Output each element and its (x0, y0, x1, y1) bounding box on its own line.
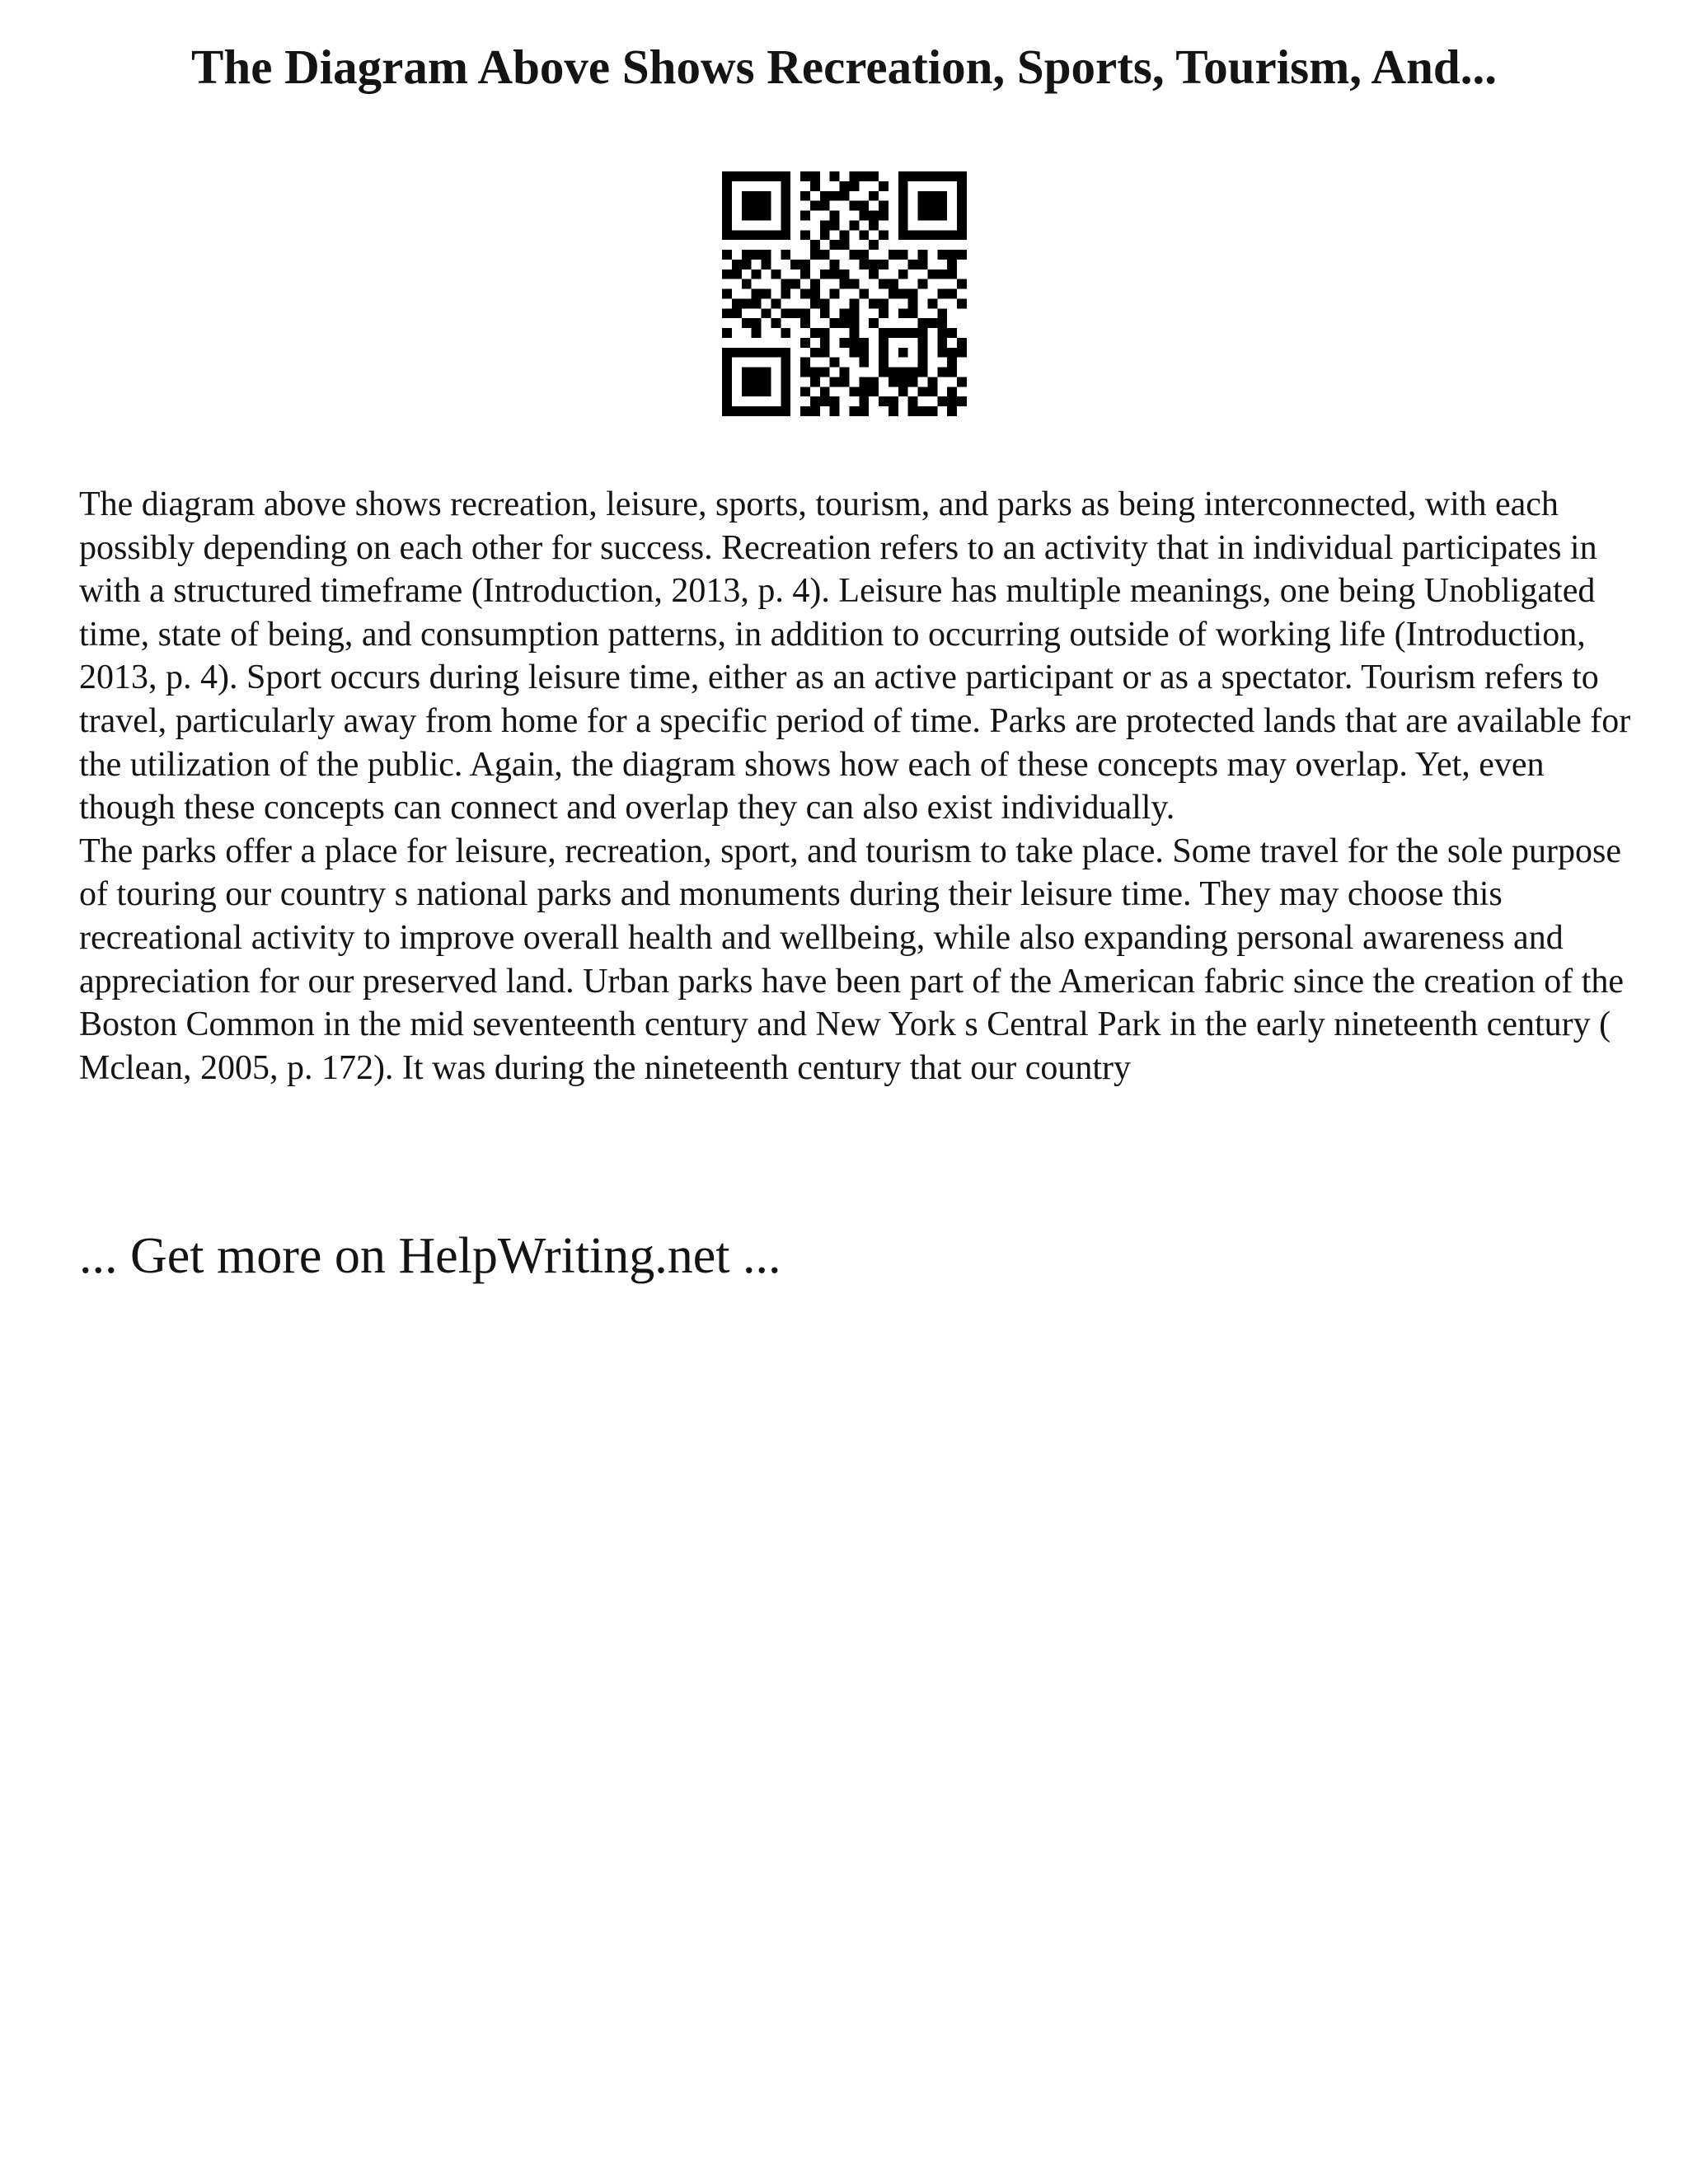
paragraph: The diagram above shows recreation, leisure, sports, tourism, and parks as being interconnected, with each possibly depending on each other for success. Recreation refers to an activity that in individual participates in with a structured timeframe (Introduction, 2013, p. 4). Leisure has multiple meanings, one being Unobligated time, state of being, and consumption patterns, in addition to occurring outside of working life (Introduction, 2013, p. 4). Sport occurs during leisure time, either as an active participant or as a spectator. Tourism refers to travel, particularly away from home for a specific period of time. Parks are protected lands that are available for the utilization of the public. Again, the diagram shows how each of these concepts may overlap. Yet, even though these concepts can connect and overlap they can also exist individually. (79, 485, 1631, 827)
get-more-link[interactable]: ... Get more on HelpWriting.net ... (79, 1228, 781, 1284)
body-text (79, 483, 1645, 1090)
qr-code-icon (722, 171, 967, 416)
paragraph: The parks offer a place for leisure, recreation, sport, and tourism to take place. Some travel for the sole purpose of touring our country s national parks and monuments during their leisure time. They may choose this recreational activity to improve overall health and wellbeing, while also expanding personal awareness and appreciation for our preserved land. Urban parks have been part of the American fabric since the creation of the Boston Common in the mid seventeenth century and New York s Central Park in the early nineteenth century ( Mclean, 2005, p. 172). It was during the nineteenth century that our country (79, 832, 1625, 1087)
document-title: The Diagram Above Shows Recreation, Sports, Tourism, And... (191, 40, 1497, 94)
